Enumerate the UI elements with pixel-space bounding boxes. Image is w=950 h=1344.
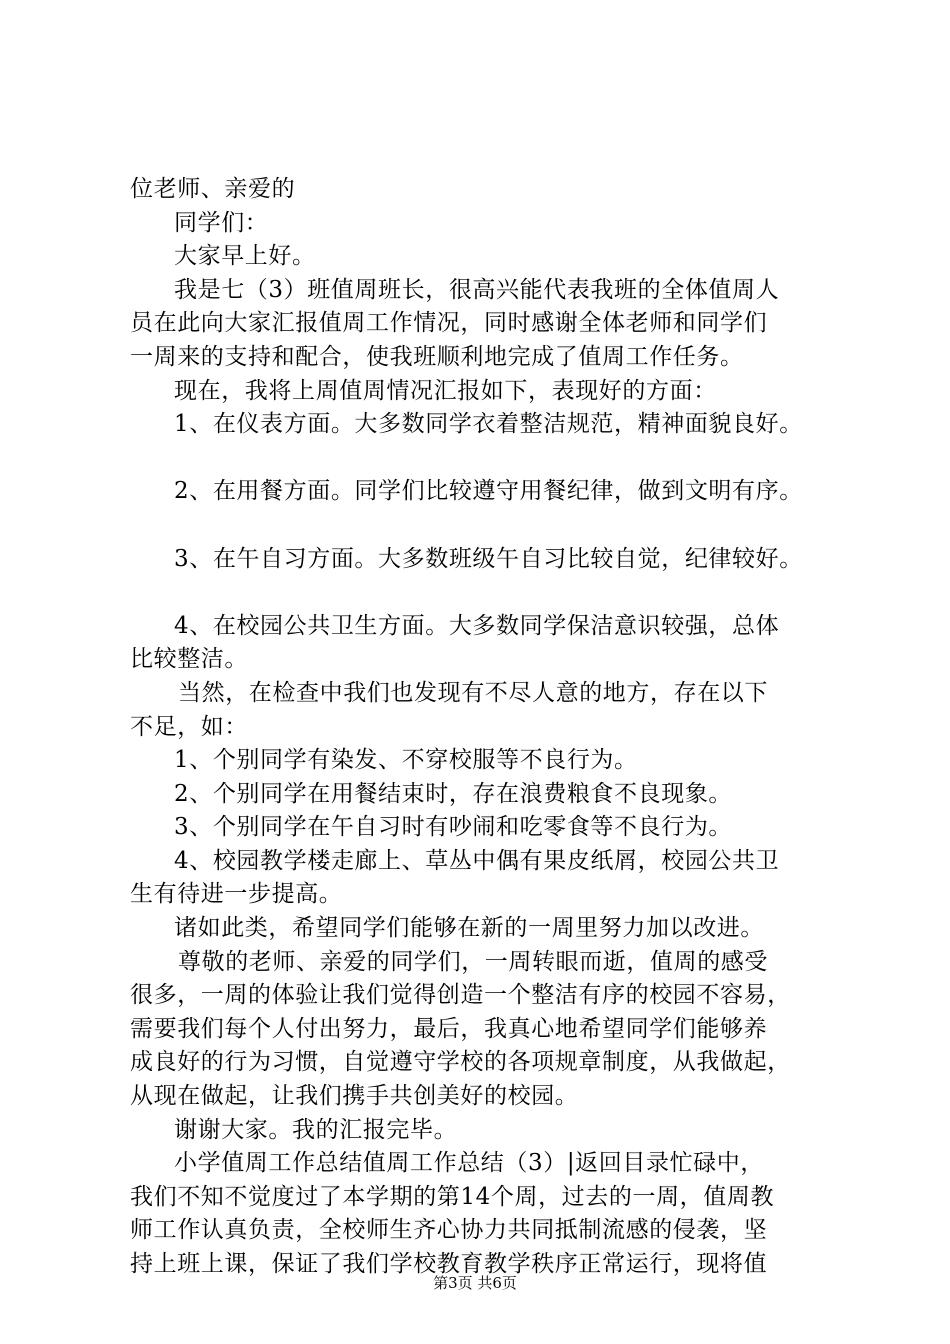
text-line: 需要我们每个人付出努力，最后，我真心地希望同学们能够养 — [130, 1015, 768, 1042]
text-line: 4、校园教学楼走廊上、草丛中偶有果皮纸屑，校园公共卫 — [174, 847, 780, 874]
text-line: 比较整洁。 — [130, 646, 248, 673]
text-line: 不足，如： — [130, 713, 248, 740]
text-line: 师工作认真负责，全校师生齐心协力共同抵制流感的侵袭，坚 — [130, 1217, 768, 1244]
text-line: 很多，一周的体验让我们觉得创造一个整洁有序的校园不容易， — [130, 982, 791, 1009]
text-line: 2、在用餐方面。同学们比较遵守用餐纪律，做到文明有序。 — [174, 478, 803, 505]
text-line: 位老师、亲爱的 — [130, 176, 296, 202]
text-line: 同学们： — [174, 209, 269, 236]
text-line: 2、个别同学在用餐结束时，存在浪费粮食不良现象。 — [174, 780, 733, 807]
text-line: 当然，在检查中我们也发现有不尽人意的地方，存在以下 — [178, 679, 768, 706]
text-line: 诸如此类，希望同学们能够在新的一周里努力加以改进。 — [174, 915, 764, 942]
text-line: 成良好的行为习惯，自觉遵守学校的各项规章制度，从我做起， — [130, 1049, 791, 1076]
text-line: 我们不知不觉度过了本学期的第14个周，过去的一周，值周教 — [130, 1183, 775, 1210]
text-line: 尊敬的老师、亲爱的同学们，一周转眼而逝，值周的感受 — [178, 948, 768, 975]
text-line: 3、在午自习方面。大多数班级午自习比较自觉，纪律较好。 — [174, 545, 803, 572]
text-line: 员在此向大家汇报值周工作情况，同时感谢全体老师和同学们 — [130, 310, 768, 337]
text-line: 生有待进一步提高。 — [130, 881, 343, 908]
text-line: 谢谢大家。我的汇报完毕。 — [174, 1116, 458, 1143]
text-line: 小学值周工作总结值周工作总结（3）|返回目录忙碌中， — [174, 1150, 764, 1177]
page-number-footer: 第3页 共6页 — [433, 1274, 517, 1292]
text-line: 4、在校园公共卫生方面。大多数同学保洁意识较强，总体 — [174, 612, 780, 639]
text-line: 大家早上好。 — [174, 243, 316, 270]
text-line: 现在，我将上周值周情况汇报如下，表现好的方面： — [174, 377, 717, 404]
document-body — [130, 173, 842, 1282]
text-line: 一周来的支持和配合，使我班顺利地完成了值周工作任务。 — [130, 343, 744, 370]
text-line: 从现在做起，让我们携手共创美好的校园。 — [130, 1083, 579, 1110]
text-line: 我是七（3）班值周班长，很高兴能代表我班的全体值周人 — [174, 276, 780, 303]
text-line: 1、个别同学有染发、不穿校服等不良行为。 — [174, 747, 638, 774]
text-line: 3、个别同学在午自习时有吵闹和吃零食等不良行为。 — [174, 814, 733, 841]
text-line: 持上班上课，保证了我们学校教育教学秩序正常运行，现将值 — [130, 1251, 768, 1277]
text-line: 1、在仪表方面。大多数同学衣着整洁规范，精神面貌良好。 — [174, 411, 803, 438]
